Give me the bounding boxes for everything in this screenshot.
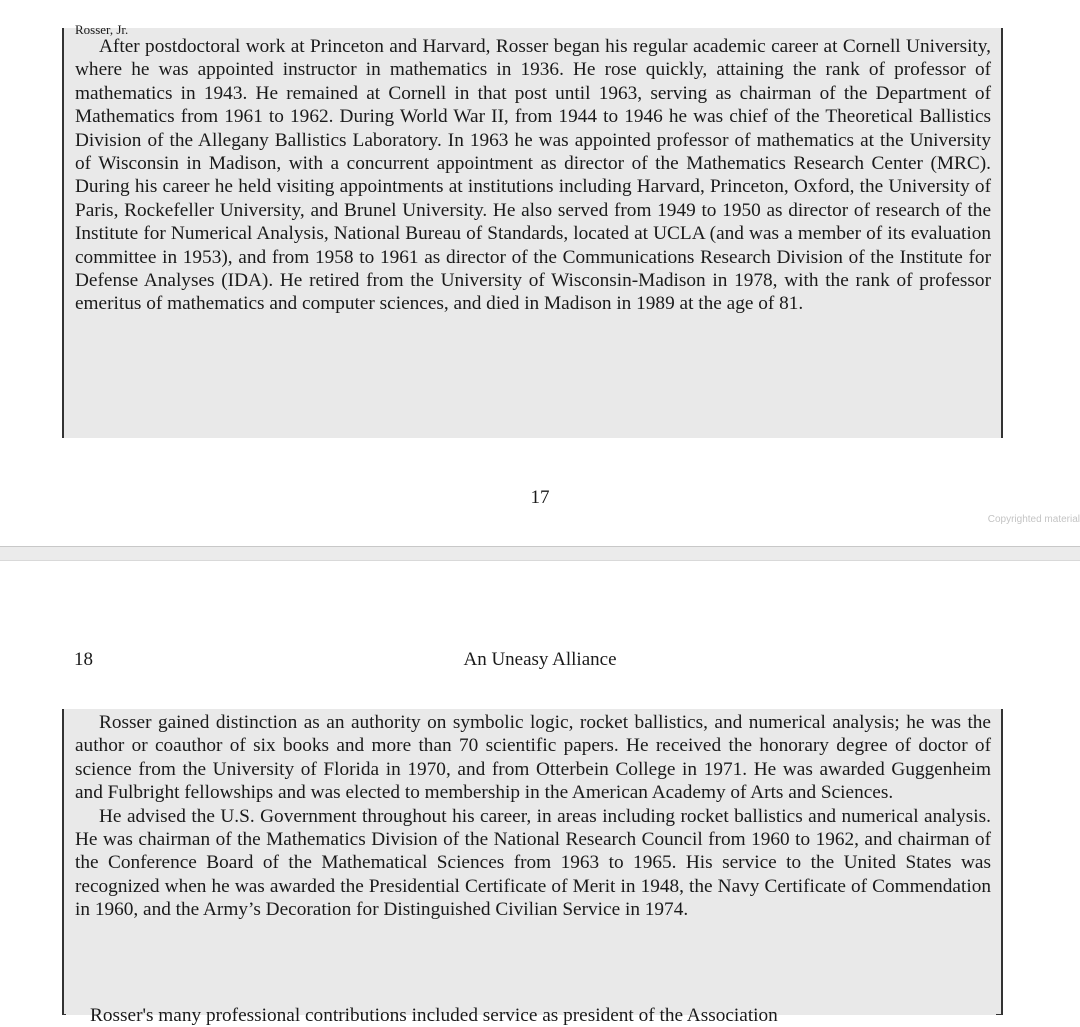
biography-paragraph: He advised the U.S. Government throughout his career, in areas including rocket ballistics and numerical analysis. He was chairman of the Mathematics Division of the National Research Council from 1960 to 1962, and chairman of the Conference Board of the Mathematical Sciences from 1963 to 1965. His service to the United States was recognized when he was awarded the Presidential Certificate of Merit in 1948, the Navy Certificate of Commendation in 1960, and the Army’s Decoration for Distinguished Civilian Service in 1974. <box>75 805 991 921</box>
running-title: An Uneasy Alliance <box>463 649 617 670</box>
page-separator <box>0 546 1080 561</box>
biography-box <box>62 709 1003 1015</box>
copyright-watermark: Copyrighted material <box>987 514 1080 525</box>
biography-paragraph: Rosser gained distinction as an authority on symbolic logic, rocket ballistics, and numerical analysis; he was the author or coauthor of six books and more than 70 scientific papers. He received the honorary degree of doctor of science from the University of Florida in 1970, and from Otterbein College in 1971. He was awarded Guggenheim and Fulbright fellowships and was elected to membership in the American Academy of Arts and Sciences. <box>75 712 991 804</box>
biography-box <box>62 22 1003 438</box>
page-number: 18 <box>74 649 93 670</box>
page-18 <box>0 561 1080 1015</box>
biography-paragraph: After postdoctoral work at Princeton and Harvard, Rosser began his regular academic career at Cornell University, where he was appointed instructor in mathematics in 1936. He rose quickly, attaining the rank of professor of mathematics in 1943. He remained at Cornell in that post until 1963, serving as chairman of the Department of Mathematics from 1961 to 1962. During World War II, from 1944 to 1946 he was chief of the Theoretical Ballistics Division of the Allegany Ballistics Laboratory. In 1963 he was appointed professor of mathematics at the University of Wisconsin in Madison, with a concurrent appointment as director of the Mathematics Research Center (MRC). During his career he held visiting appointments at institutions including Harvard, Princeton, Oxford, the University of Paris, Rockefeller University, and Brunel University. He also served from 1949 to 1950 as director of research of the Institute for Numerical Analysis, National Bureau of Standards, located at UCLA (and was a member of its evaluation committee in 1953), and from 1958 to 1961 as director of the Communications Research Division of the Institute for Defense Analyses (IDA). He retired from the University of Wisconsin-Madison in 1978, with the rank of professor emeritus of mathematics and computer sciences, and died in Madison in 1989 at the age of 81. <box>75 36 991 315</box>
cut-off-footer: Rosser's many professional contributions included service as president of the Association <box>66 1005 996 1015</box>
cut-off-header: Rosser, Jr. <box>75 22 129 37</box>
page-number: 17 <box>530 487 550 508</box>
